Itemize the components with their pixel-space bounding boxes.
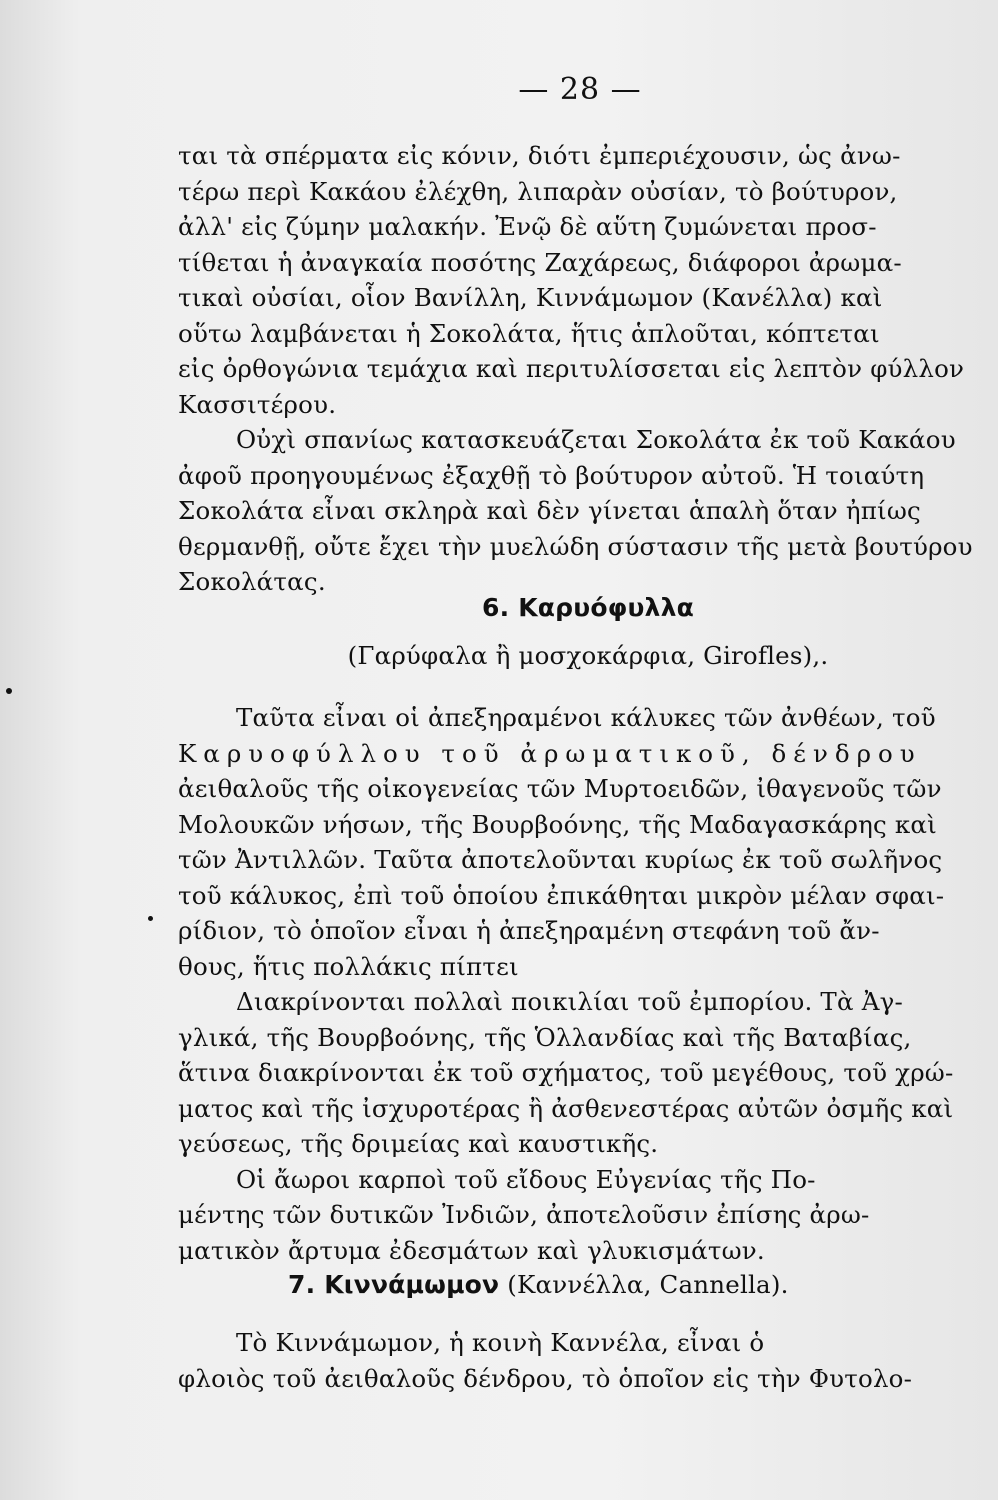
text-line: Οὐχὶ σπανίως κατασκευάζεται Σοκολάτα ἐκ τοῦ Κακάου bbox=[236, 425, 956, 454]
section-title: 7. Κιννάμωμον bbox=[288, 1270, 500, 1299]
text-line: τικαὶ οὐσίαι, οἷον Βανίλλη, Κιννάμωμον (Κανέλλα) καὶ bbox=[178, 283, 883, 312]
section-title-line bbox=[288, 1267, 998, 1303]
text-line: θους, ἥτις πολλάκις πίπτει bbox=[178, 951, 519, 981]
section-title: 6. Καρυόφυλλα bbox=[482, 593, 694, 622]
text-line: ἅτινα διακρίνονται ἐκ τοῦ σχήματος, τοῦ μεγέθους, τοῦ χρώ- bbox=[178, 1058, 954, 1087]
text-line: θερμανθῇ, οὔτε ἔχει τὴν μυελώδη σύστασιν τῆς μετὰ βουτύρου bbox=[178, 531, 973, 561]
text-line: Καρυοφύλλου τοῦ ἀρωματικοῦ, δένδρου bbox=[178, 738, 922, 768]
text-line: ται τὰ σπέρματα εἰς κόνιν, διότι ἐμπεριέχουσιν, ὡς ἀνω- bbox=[178, 141, 901, 170]
text-line: οὕτω λαμβάνεται ἡ Σοκολάτα, ἥτις ἁπλοῦται, κόπτεται bbox=[178, 318, 880, 348]
text-line: Διακρίνονται πολλαὶ ποικιλίαι τοῦ ἐμπορίου. Τὰ Ἀγ- bbox=[236, 987, 903, 1016]
section-heading-cinnamon bbox=[288, 1267, 998, 1303]
paragraph-cloves bbox=[178, 700, 998, 1268]
text-line: ἀειθαλοῦς τῆς οἰκογενείας τῶν Μυρτοειδῶν, ἰθαγενοῦς τῶν bbox=[178, 774, 942, 803]
text-line: ματος καὶ τῆς ἰσχυροτέρας ἢ ἀσθενεστέρας αὐτῶν ὀσμῆς καὶ bbox=[178, 1093, 954, 1123]
section-heading-cloves bbox=[178, 590, 998, 626]
section-subtitle: (Γαρύφαλα ἢ μοσχοκάρφια, Girofles),. bbox=[347, 641, 829, 670]
text-line: τοῦ κάλυκος, ἐπὶ τοῦ ὁποίου ἐπικάθηται μικρὸν μέλαν σφαι- bbox=[178, 880, 945, 910]
text-line: Σοκολάτας. bbox=[178, 567, 326, 596]
ink-dot bbox=[6, 688, 12, 694]
paragraph-chocolate bbox=[178, 138, 998, 600]
text-line: τέρω περὶ Κακάου ἐλέχθη, λιπαρὰν οὐσίαν, τὸ βούτυρον, bbox=[178, 176, 898, 206]
section-title-rest: (Καννέλλα, Cannella). bbox=[507, 1270, 789, 1299]
text-line: μέντης τῶν δυτικῶν Ἰνδιῶν, ἀποτελοῦσιν ἐπίσης ἀρω- bbox=[178, 1200, 870, 1229]
page-number: — 28 — bbox=[518, 72, 642, 107]
text-line: γλικά, τῆς Βουρβοόνης, τῆς Ὁλλανδίας καὶ τῆς Βαταβίας, bbox=[178, 1022, 912, 1052]
paragraph-cinnamon bbox=[178, 1325, 998, 1396]
text-line: Σοκολάτα εἶναι σκληρὰ καὶ δὲν γίνεται ἁπαλὴ ὅταν ἠπίως bbox=[178, 496, 921, 525]
text-line: τίθεται ἡ ἀναγκαία ποσότης Ζαχάρεως, διάφοροι ἀρωμα- bbox=[178, 247, 902, 277]
text-line: εἰς ὀρθογώνια τεμάχια καὶ περιτυλίσσεται εἰς λεπτὸν φύλλον bbox=[178, 354, 965, 383]
text-line: Ταῦτα εἶναι οἱ ἀπεξηραμένοι κάλυκες τῶν ἀνθέων, τοῦ bbox=[236, 703, 936, 732]
text-line: Κασσιτέρου. bbox=[178, 389, 337, 419]
ink-dot bbox=[148, 916, 153, 921]
text-line: Οἱ ἄωροι καρποὶ τοῦ εἴδους Εὐγενίας τῆς Πο- bbox=[236, 1164, 816, 1194]
text-line: τῶν Ἀντιλλῶν. Ταῦτα ἀποτελοῦνται κυρίως ἐκ τοῦ σωλῆνος bbox=[178, 845, 943, 874]
text-line: Μολουκῶν νήσων, τῆς Βουρβοόνης, τῆς Μαδαγασκάρης καὶ bbox=[178, 809, 937, 839]
text-line: γεύσεως, τῆς δριμείας καὶ καυστικῆς. bbox=[178, 1129, 659, 1158]
text-line: ματικὸν ἄρτυμα ἐδεσμάτων καὶ γλυκισμάτων. bbox=[178, 1235, 765, 1265]
text-line: φλοιὸς τοῦ ἀειθαλοῦς δένδρου, τὸ ὁποῖον εἰς τὴν Φυτολο- bbox=[178, 1363, 913, 1393]
section-subheading-cloves bbox=[178, 638, 998, 674]
text-line: Τὸ Κιννάμωμον, ἡ κοινὴ Καννέλα, εἶναι ὁ bbox=[236, 1328, 765, 1357]
text-line: ἀφοῦ προηγουμένως ἐξαχθῇ τὸ βούτυρον αὐτοῦ. Ἡ τοιαύτη bbox=[178, 460, 925, 490]
text-line: ρίδιον, τὸ ὁποῖον εἶναι ἡ ἀπεξηραμένη στεφάνη τοῦ ἄν- bbox=[178, 916, 880, 945]
text-line: ἀλλ' εἰς ζύμην μαλακήν. Ἐνῷ δὲ αὕτη ζυμώνεται προσ- bbox=[178, 212, 877, 241]
